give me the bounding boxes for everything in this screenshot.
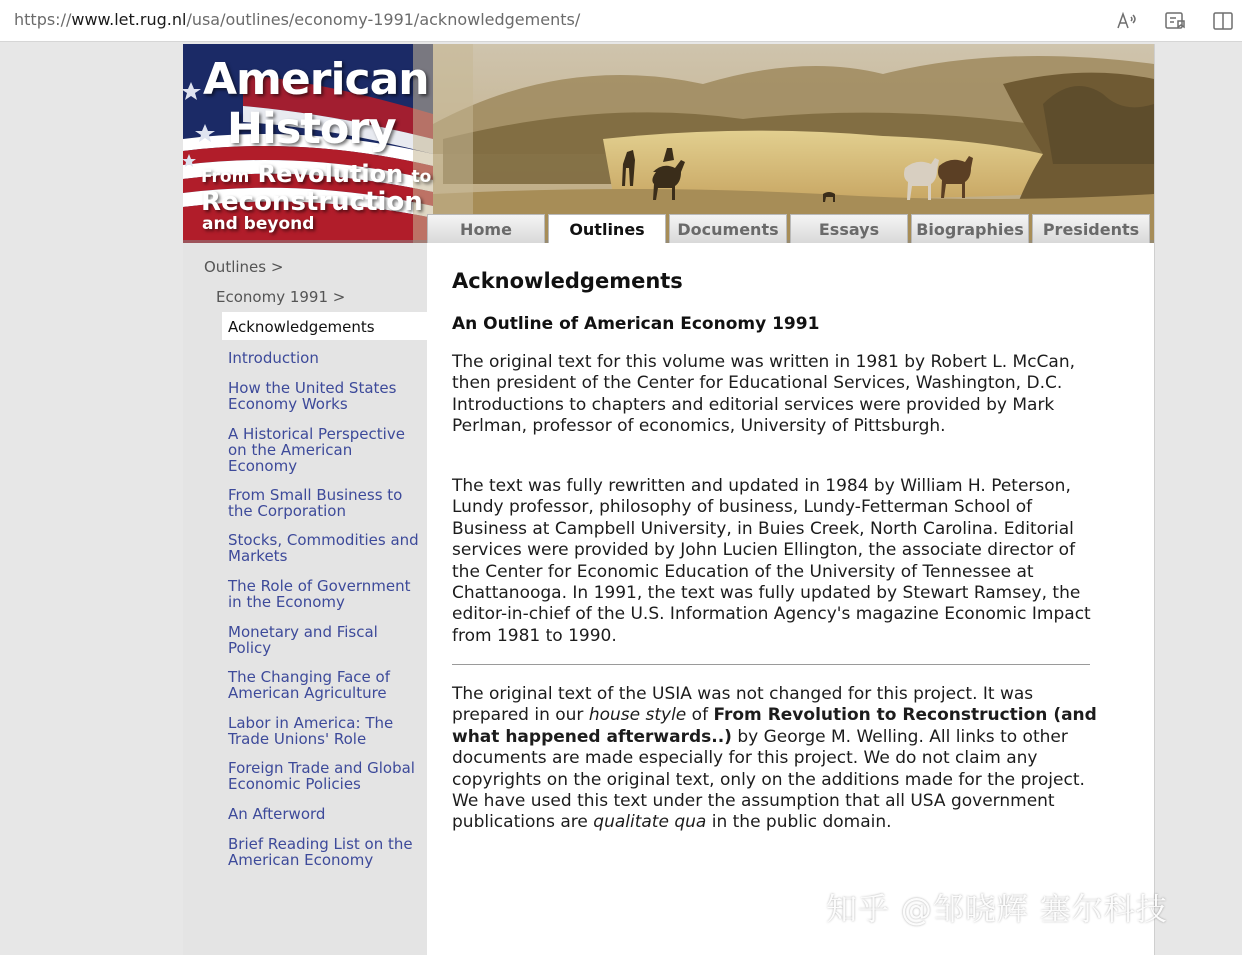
read-aloud-icon[interactable] (1115, 9, 1139, 33)
tab-biographies[interactable]: Biographies (911, 214, 1029, 243)
tab-outlines[interactable]: Outlines (548, 214, 666, 243)
page-subtitle: An Outline of American Economy 1991 (452, 314, 820, 334)
paragraph-1: The original text for this volume was written in 1981 by Robert L. McCan, then president of the Center for Educational Services, Washington, D.C. Introductions to chapters and editorial services were provided by Mark Perlman, professor of economics, University of Pittsburgh. (452, 352, 1076, 437)
logo-revolution: Revolution (257, 160, 404, 188)
tab-presidents[interactable]: Presidents (1032, 214, 1150, 243)
qualitate-qua-italic: qualitate qua (593, 812, 707, 833)
paragraph-3-text-c: by George M. Welling. All links to other documents are made especially for this project. We do not claim any copyrights on the original text, only on the additions made for the project. We have used this text under the assumption that all USA government publications are (452, 726, 1085, 833)
main-nav-tabs (427, 214, 1153, 243)
url-prefix: https:// (14, 10, 72, 29)
url-path: /usa/outlines/economy-1991/acknowledgements/ (186, 10, 581, 29)
sidebar-item-labor[interactable]: Labor in America: The Trade Unions' Role (228, 714, 394, 748)
sidebar-item-foreign-trade[interactable]: Foreign Trade and Global Economic Policies (228, 759, 415, 793)
sidebar-crumb-outlines[interactable]: Outlines > (204, 258, 284, 276)
immersive-reader-icon[interactable] (1163, 9, 1187, 33)
logo-line-and-beyond: and beyond (202, 214, 315, 234)
watermark: 知乎 @邹晓辉 塞尔科技 (826, 892, 1168, 928)
logo-to: to (411, 167, 432, 187)
logo-line-from-revolution (201, 160, 431, 188)
paragraph-3-text-a: The original text of the USIA was not changed for this project. It was prepared in our (452, 684, 1034, 726)
split-screen-icon[interactable] (1211, 9, 1235, 33)
sidebar-item-agriculture[interactable]: The Changing Face of American Agriculture (228, 668, 390, 702)
paragraph-2: The text was fully rewritten and updated in 1984 by William H. Peterson, Lundy professor, philosophy of business, Lundy-Fetterman School of Business at Campbell University, in Buies Creek, North Carolina. Editorial services were provided by John Lucien Ellington, the associate director of the Center for Economic Education of the University of Tennessee at Chattanooga. In 1991, the text was fully updated by Stewart Ramsey, the editor-in-chief of the U.S. Information Agency's magazine Economic Impact from 1981 to 1990. (452, 476, 1091, 646)
sidebar-item-label: Acknowledgements (228, 318, 375, 336)
paragraph-3-text-b: of (686, 705, 714, 726)
logo-line-reconstruction: Reconstruction (201, 187, 423, 217)
divider (452, 664, 1090, 665)
url-text[interactable] (14, 10, 580, 29)
sidebar-item-role-of-government[interactable]: The Role of Government in the Economy (228, 577, 411, 611)
sidebar-item-how-economy-works[interactable]: How the United States Economy Works (228, 379, 397, 413)
sidebar-item-monetary-fiscal[interactable]: Monetary and Fiscal Policy (228, 623, 378, 657)
sidebar (183, 243, 427, 955)
paragraph-3 (452, 684, 1097, 834)
book-title-bold: From Revolution to Reconstruction (and what happened afterwards..) (452, 705, 1097, 747)
logo-from: From (201, 167, 250, 187)
sidebar-crumb-economy-1991[interactable]: Economy 1991 > (216, 288, 346, 306)
sidebar-item-introduction[interactable]: Introduction (228, 349, 319, 367)
tab-essays[interactable]: Essays (790, 214, 908, 243)
sidebar-item-acknowledgements[interactable] (222, 312, 427, 340)
url-domain: www.let.rug.nl (71, 10, 187, 29)
tab-documents[interactable]: Documents (669, 214, 787, 243)
tab-home[interactable]: Home (427, 214, 545, 243)
paragraph-3-text-d: in the public domain. (706, 812, 892, 833)
sidebar-item-reading-list[interactable]: Brief Reading List on the American Economy (228, 835, 413, 869)
page-title: Acknowledgements (452, 269, 683, 293)
sidebar-item-afterword[interactable]: An Afterword (228, 805, 326, 823)
logo-line-american: American (203, 54, 429, 105)
sidebar-item-small-business[interactable]: From Small Business to the Corporation (228, 486, 403, 520)
page (183, 44, 1154, 955)
house-style-italic: house style (588, 705, 687, 726)
logo-line-history: History (227, 104, 396, 154)
site-banner (183, 44, 1154, 243)
sidebar-item-historical-perspective[interactable]: A Historical Perspective on the American Economy (228, 425, 405, 475)
sidebar-item-stocks[interactable]: Stocks, Commodities and Markets (228, 531, 419, 565)
address-bar[interactable] (0, 0, 1242, 42)
